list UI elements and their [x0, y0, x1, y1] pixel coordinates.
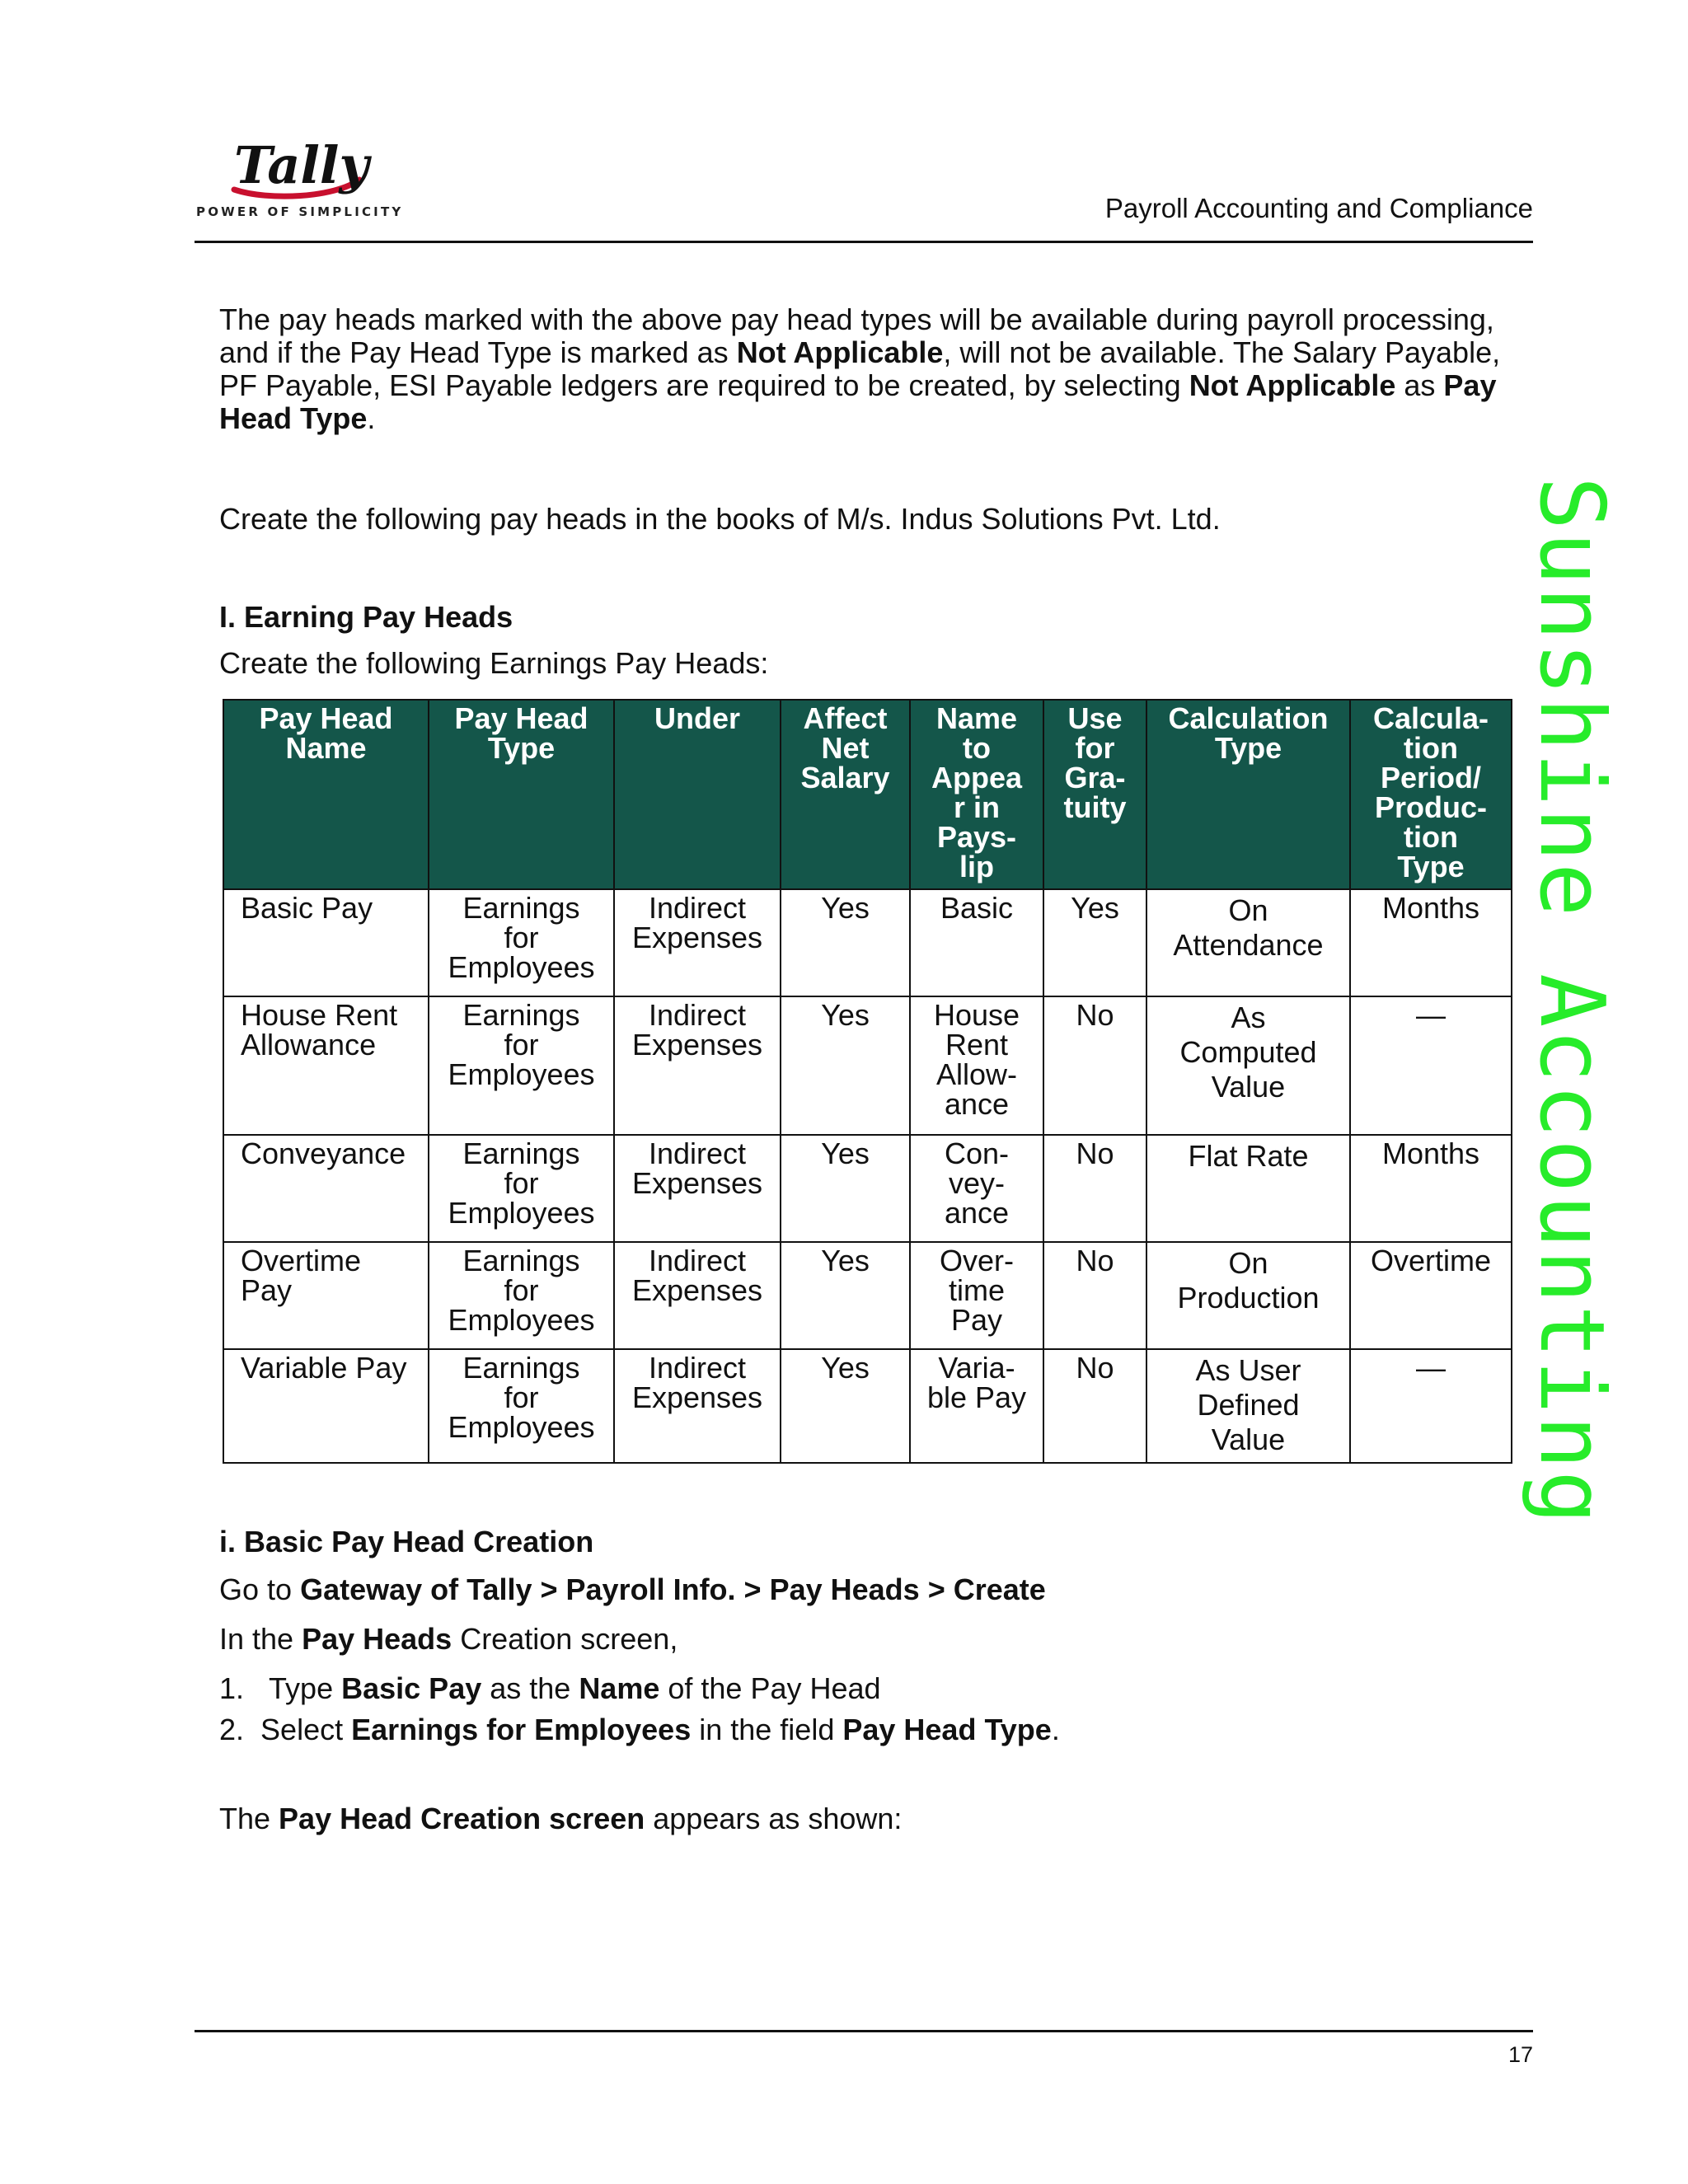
table-cell-line: Production: [1177, 1281, 1320, 1315]
column-header: [781, 700, 910, 889]
logo-text: Tally: [234, 135, 369, 195]
table-cell: [223, 996, 429, 1135]
section-heading-basic-pay: i. Basic Pay Head Creation: [219, 1525, 594, 1558]
table-cell-line: —: [1416, 1351, 1446, 1385]
column-header-line: tuity: [1063, 790, 1127, 824]
table-cell-line: Months: [1381, 1137, 1480, 1170]
table-cell: [1350, 889, 1512, 996]
table-cell-line: Computed: [1179, 1035, 1317, 1069]
table-cell: [1146, 889, 1350, 996]
table-cell-line: Earnings: [462, 998, 580, 1032]
column-header-line: Produc-: [1374, 790, 1487, 824]
table-row: [223, 1242, 1512, 1349]
table-cell-line: Overtime: [1370, 1244, 1492, 1277]
column-header-line: Pay Head: [454, 701, 588, 735]
table-cell: [614, 1349, 781, 1463]
table-cell-line: Employees: [448, 1057, 595, 1091]
table-cell-line: Expenses: [631, 1028, 763, 1062]
column-header-line: Period/: [1380, 761, 1482, 794]
table-cell-line: Employees: [448, 950, 595, 984]
table-cell: [223, 1349, 429, 1463]
table-cell: [910, 996, 1043, 1135]
column-header-line: r in: [953, 790, 1000, 824]
table-cell-line: Indirect: [648, 891, 747, 925]
table-cell-line: Yes: [821, 1137, 870, 1170]
table-cell-line: Expenses: [631, 1166, 763, 1200]
table-cell-line: time: [948, 1273, 1005, 1307]
table-cell-line: Employees: [448, 1303, 595, 1337]
column-header-line: Salary: [800, 761, 890, 794]
column-header: [1043, 700, 1146, 889]
table-cell-line: Rent: [945, 1028, 1009, 1062]
table-cell: [223, 1242, 429, 1349]
table-cell: [1043, 1135, 1146, 1242]
table-cell: [614, 1242, 781, 1349]
column-header-line: Net: [821, 731, 870, 765]
table-cell-line: Earnings: [462, 1244, 580, 1277]
table-cell-line: Expenses: [631, 1380, 763, 1414]
logo-tagline: POWER OF SIMPLICITY: [196, 204, 404, 219]
closing-sentence: The Pay Head Creation screen appears as shown:: [219, 1802, 903, 1835]
table-cell: [1043, 889, 1146, 996]
navigation-path: Go to Gateway of Tally > Payroll Info. > Pay Heads > Create: [219, 1572, 1046, 1606]
column-header-line: Gra-: [1064, 761, 1126, 794]
table-cell-line: Con-: [944, 1137, 1010, 1170]
page-number: 17: [1507, 2042, 1533, 2067]
column-header-line: for: [1075, 731, 1115, 765]
table-cell-line: Yes: [821, 1351, 870, 1385]
section-lead: Create the following Earnings Pay Heads:: [219, 646, 769, 680]
table-cell: [1350, 996, 1512, 1135]
table-cell-line: Basic: [940, 891, 1014, 925]
table-row: [223, 1135, 1512, 1242]
screen-instruction: In the Pay Heads Creation screen,: [219, 1622, 678, 1656]
section-heading-earning: I. Earning Pay Heads: [219, 600, 513, 634]
table-cell-line: for: [504, 1166, 539, 1200]
table-cell-line: On: [1228, 1246, 1268, 1280]
table-cell-line: for: [504, 1380, 539, 1414]
table-cell-line: Defined: [1197, 1388, 1300, 1422]
column-header-line: tion: [1404, 820, 1458, 854]
table-cell-line: Allow-: [935, 1057, 1017, 1091]
table-cell: [1146, 1349, 1350, 1463]
table-cell: [781, 889, 910, 996]
table-cell: [614, 889, 781, 996]
table-cell-line: Pay: [950, 1303, 1003, 1337]
table-cell: [223, 889, 429, 996]
column-header-line: Affect: [803, 701, 888, 735]
table-cell: [781, 1242, 910, 1349]
column-header-line: Calculation: [1168, 701, 1329, 735]
table-cell-line: Earnings: [462, 1137, 580, 1170]
table-cell-line: Flat Rate: [1188, 1139, 1309, 1173]
table-cell: [614, 1135, 781, 1242]
table-cell-line: On: [1228, 893, 1268, 927]
table-cell-line: ance: [944, 1087, 1010, 1121]
column-header-line: to: [963, 731, 991, 765]
table-cell-line: Varia-: [938, 1351, 1015, 1385]
table-cell: [1146, 1242, 1350, 1349]
table-cell-line: Value: [1211, 1422, 1286, 1456]
table-cell: [429, 1242, 614, 1349]
column-header-line: lip: [959, 850, 994, 883]
column-header-line: Type: [1397, 850, 1465, 883]
table-cell-line: Employees: [448, 1196, 595, 1230]
column-header-line: Pays-: [936, 820, 1017, 854]
table-cell-line: Allowance: [241, 1028, 377, 1062]
table-cell: [1043, 996, 1146, 1135]
table-row: [223, 996, 1512, 1135]
table-cell: [1350, 1242, 1512, 1349]
table-cell-line: Indirect: [648, 998, 747, 1032]
table-cell-line: for: [504, 921, 539, 954]
table-cell-line: Indirect: [648, 1244, 747, 1277]
table-cell-line: for: [504, 1273, 539, 1307]
table-cell-line: Attendance: [1173, 928, 1324, 962]
table-cell-line: Expenses: [631, 921, 763, 954]
intro-paragraph: The pay heads marked with the above pay head types will be available during payroll processing, and if the Pay Head Type is marked as Not Applicable, will not be available. The Salary Payable, PF Payable, ESI Payable ledgers are required to be created, by selecting Not Applicable as Pay Head Type.: [219, 302, 1501, 435]
pay-heads-table: [223, 699, 1512, 1464]
column-header-line: Appea: [931, 761, 1023, 794]
table-cell-line: Expenses: [631, 1273, 763, 1307]
page-header-title: Payroll Accounting and Compliance: [1104, 193, 1533, 223]
table-cell: [1146, 996, 1350, 1135]
table-cell-line: Yes: [1071, 891, 1119, 925]
table-cell-line: No: [1076, 1137, 1114, 1170]
create-instruction: Create the following pay heads in the books of M/s. Indus Solutions Pvt. Ltd.: [219, 502, 1221, 536]
table-cell: [781, 1349, 910, 1463]
table-header-row: [223, 700, 1512, 889]
table-cell: [910, 1135, 1043, 1242]
table-cell-line: Variable Pay: [241, 1351, 407, 1385]
table-cell-line: House: [933, 998, 1020, 1032]
column-header: [1350, 700, 1512, 889]
column-header: [910, 700, 1043, 889]
table-cell: [1350, 1349, 1512, 1463]
column-header-line: Calcula-: [1372, 701, 1489, 735]
table-cell: [910, 889, 1043, 996]
column-header-line: Pay Head: [259, 701, 393, 735]
table-cell-line: for: [504, 1028, 539, 1062]
step-2: 2. Select Earnings for Employees in the field Pay Head Type.: [219, 1713, 1060, 1746]
table-cell-line: Over-: [940, 1244, 1014, 1277]
table-cell-line: Overtime: [241, 1244, 362, 1277]
table-cell: [429, 889, 614, 996]
table-cell-line: Pay: [241, 1273, 293, 1307]
table-cell: [1350, 1135, 1512, 1242]
table-cell-line: As: [1231, 1001, 1266, 1034]
table-row: [223, 889, 1512, 996]
table-cell-line: Earnings: [462, 1351, 580, 1385]
table-cell: [910, 1242, 1043, 1349]
table-cell-line: Yes: [821, 891, 870, 925]
table-cell: [781, 1135, 910, 1242]
table-cell-line: —: [1416, 998, 1446, 1032]
column-header-line: Type: [487, 731, 556, 765]
table-cell-line: Employees: [448, 1410, 595, 1444]
table-row: [223, 1349, 1512, 1463]
table-cell: [429, 1135, 614, 1242]
column-header-line: Name: [285, 731, 367, 765]
column-header: [1146, 700, 1350, 889]
header-divider: [195, 241, 1533, 243]
table-cell: [910, 1349, 1043, 1463]
table-cell-line: Indirect: [648, 1351, 747, 1385]
table-cell-line: Conveyance: [241, 1137, 406, 1170]
table-cell-line: House Rent: [241, 998, 398, 1032]
table-cell-line: Earnings: [462, 891, 580, 925]
column-header: [614, 700, 781, 889]
footer-divider: [195, 2030, 1533, 2032]
table-cell: [1043, 1349, 1146, 1463]
table-cell-line: Yes: [821, 1244, 870, 1277]
column-header-line: Name: [935, 701, 1018, 735]
table-cell-line: No: [1076, 1351, 1114, 1385]
table-cell-line: ble Pay: [926, 1380, 1027, 1414]
table-cell-line: Indirect: [648, 1137, 747, 1170]
table-cell-line: Basic Pay: [241, 891, 373, 925]
column-header-line: Type: [1214, 731, 1282, 765]
table-cell: [1146, 1135, 1350, 1242]
table-cell: [781, 996, 910, 1135]
table-cell-line: ance: [944, 1196, 1010, 1230]
column-header-line: Under: [654, 701, 740, 735]
table-cell-line: vey-: [948, 1166, 1005, 1200]
table-cell-line: Months: [1381, 891, 1480, 925]
column-header: [223, 700, 429, 889]
table-cell: [223, 1135, 429, 1242]
column-header-line: Use: [1067, 701, 1123, 735]
column-header-line: tion: [1404, 731, 1458, 765]
table-cell: [1043, 1242, 1146, 1349]
table-cell-line: As User: [1195, 1353, 1301, 1387]
column-header: [429, 700, 614, 889]
table-cell-line: No: [1076, 998, 1114, 1032]
table-cell-line: No: [1076, 1244, 1114, 1277]
table-cell: [429, 996, 614, 1135]
table-cell: [429, 1349, 614, 1463]
table-cell: [614, 996, 781, 1135]
table-cell-line: Value: [1211, 1070, 1286, 1104]
table-cell-line: Yes: [821, 998, 870, 1032]
step-1: 1. Type Basic Pay as the Name of the Pay Head: [219, 1671, 881, 1705]
watermark: Sunshine Accounting: [1520, 476, 1623, 1526]
